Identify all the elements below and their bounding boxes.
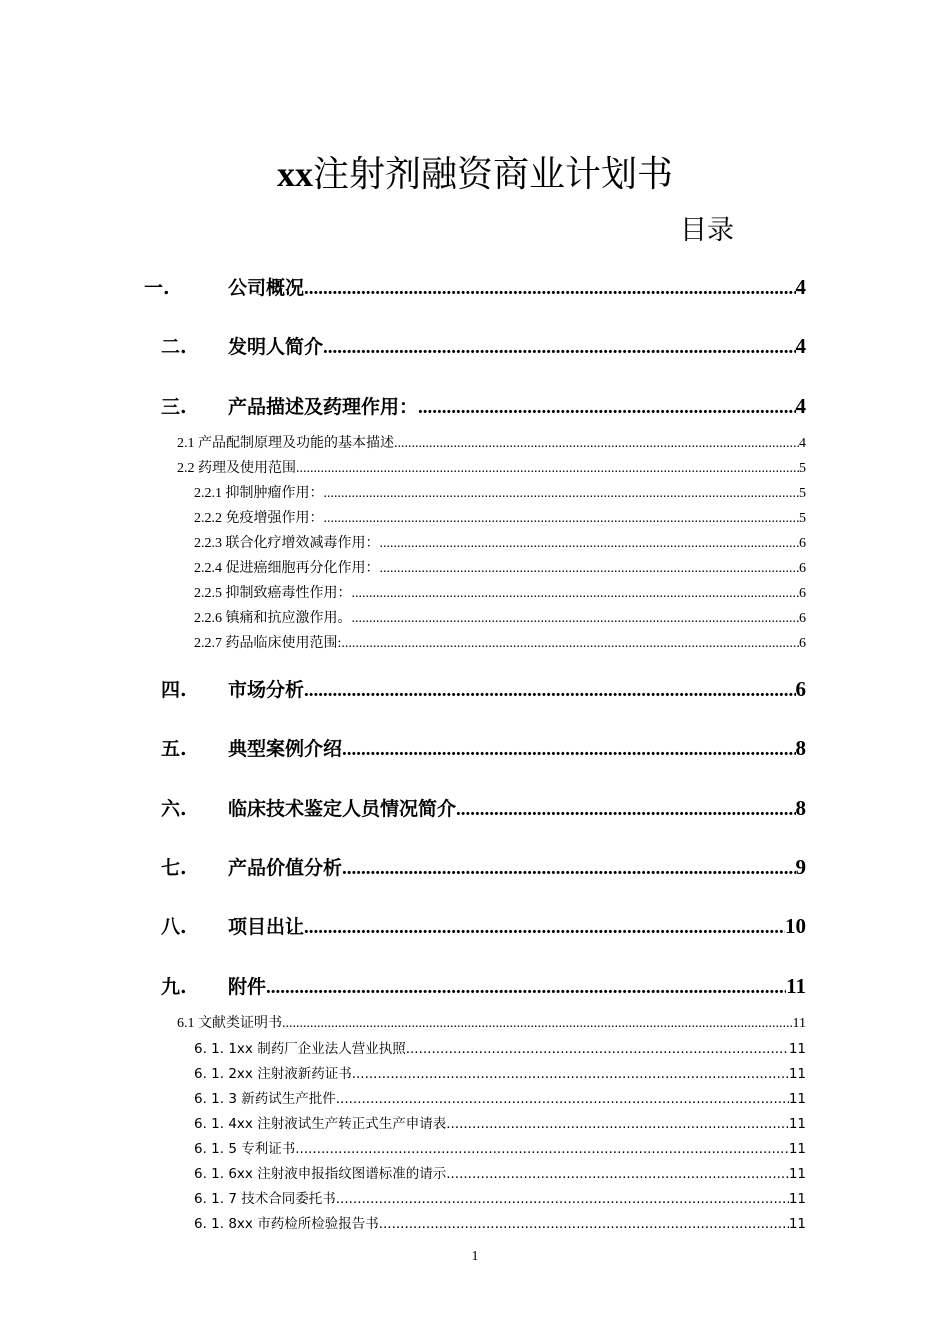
page-number: 1 — [471, 1249, 479, 1264]
toc-number: 九. — [161, 976, 187, 998]
toc-label: 2.1 产品配制原理及功能的基本描述 — [177, 436, 394, 451]
toc-page: 11 — [788, 1141, 806, 1157]
toc-subentry[interactable] — [177, 457, 806, 477]
toc-number: 八. — [161, 916, 187, 938]
toc-leader — [336, 1091, 789, 1107]
toc-entry[interactable] — [161, 734, 806, 761]
toc-subentry[interactable] — [194, 1137, 806, 1157]
toc-leader — [282, 1016, 793, 1032]
toc-page: 11 — [792, 1016, 806, 1031]
toc-leader — [342, 739, 795, 761]
toc-page: 5 — [799, 511, 806, 526]
toc-label: 6. 1. 2xx 注射液新药证书 — [194, 1066, 352, 1082]
toc-subentry[interactable] — [194, 532, 806, 552]
toc-label: 6. 1. 8xx 市药检所检验报告书 — [194, 1216, 379, 1232]
toc-number: 二. — [161, 336, 187, 358]
toc-subentry[interactable] — [194, 482, 806, 502]
toc-label: 2.2.1 抑制肿瘤作用： — [194, 486, 324, 501]
toc-page: 11 — [786, 974, 806, 998]
toc-label: 2.2.3 联合化疗增效减毒作用： — [194, 536, 380, 551]
toc-leader — [304, 917, 785, 939]
toc-page: 6 — [799, 561, 806, 576]
toc-entry[interactable] — [161, 972, 806, 999]
toc-label: 6.1 文献类证明书 — [177, 1016, 282, 1031]
toc-entry[interactable] — [161, 794, 806, 821]
toc-leader — [295, 1141, 789, 1157]
toc-leader — [418, 397, 795, 419]
title-prefix: xx — [276, 154, 313, 194]
toc-page: 6 — [799, 586, 806, 601]
toc-page: 8 — [795, 796, 806, 820]
toc-subentry[interactable] — [194, 1112, 806, 1132]
toc-page: 8 — [795, 736, 806, 760]
toc-subentry[interactable] — [194, 557, 806, 577]
toc-label: 临床技术鉴定人员情况简介 — [228, 798, 457, 820]
toc-label: 2.2.2 免疫增强作用： — [194, 511, 324, 526]
toc-leader — [406, 1041, 789, 1057]
toc-leader — [446, 1166, 789, 1182]
toc-entry[interactable] — [161, 332, 806, 359]
toc-label: 市场分析 — [228, 679, 305, 701]
toc-label: 2.2 药理及使用范围 — [177, 461, 296, 476]
toc-page: 6 — [795, 677, 806, 701]
toc-leader — [446, 1116, 789, 1132]
toc-leader — [304, 278, 795, 300]
toc-label: 产品价值分析 — [228, 857, 343, 879]
toc-page: 11 — [788, 1191, 806, 1207]
toc-page: 6 — [799, 636, 806, 651]
toc-leader — [352, 611, 800, 627]
toc-number: 一. — [144, 277, 170, 299]
toc-subentry[interactable] — [194, 1087, 806, 1107]
toc-subentry[interactable] — [194, 632, 806, 652]
toc-page: 11 — [788, 1041, 806, 1057]
toc-label: 附件 — [228, 976, 267, 998]
toc-page: 11 — [788, 1091, 806, 1107]
toc-leader — [266, 977, 786, 999]
toc-page: 6 — [799, 611, 806, 626]
toc-number: 三. — [161, 396, 187, 418]
toc-entry[interactable] — [161, 392, 806, 419]
toc-page: 6 — [799, 536, 806, 551]
toc-number: 六. — [161, 798, 187, 820]
toc-leader — [456, 799, 795, 821]
toc-label: 产品描述及药理作用： — [228, 396, 419, 418]
toc-label: 典型案例介绍 — [228, 738, 343, 760]
toc-leader — [341, 636, 799, 652]
toc-label: 项目出让 — [228, 916, 305, 938]
toc-page: 5 — [799, 486, 806, 501]
toc-subentry[interactable] — [194, 1187, 806, 1207]
toc-entry[interactable] — [144, 273, 806, 300]
toc-leader — [352, 586, 800, 602]
title-text: 注射剂融资商业计划书 — [312, 154, 673, 195]
toc-heading: 目录 — [680, 215, 734, 246]
toc-leader — [379, 1216, 789, 1232]
toc-leader — [324, 511, 800, 527]
toc-subentry[interactable] — [194, 1062, 806, 1082]
toc-label: 发明人简介 — [228, 336, 324, 358]
toc-leader — [324, 486, 800, 502]
toc-number: 五. — [161, 738, 187, 760]
toc-entry[interactable] — [161, 675, 806, 702]
toc-subentry[interactable] — [194, 607, 806, 627]
toc-label: 6. 1. 1xx 制药厂企业法人营业执照 — [194, 1041, 406, 1057]
toc-label: 2.2.7 药品临床使用范围: — [194, 636, 342, 651]
toc-leader — [336, 1191, 789, 1207]
toc-subentry[interactable] — [177, 432, 806, 452]
toc-label: 2.2.4 促进癌细胞再分化作用： — [194, 561, 380, 576]
toc-leader — [323, 337, 795, 359]
toc-page: 11 — [788, 1066, 806, 1082]
toc-subentry[interactable] — [194, 1037, 806, 1057]
toc-page: 11 — [788, 1216, 806, 1232]
toc-page: 4 — [795, 275, 806, 299]
toc-leader — [394, 436, 799, 452]
toc-subentry[interactable] — [194, 1212, 806, 1232]
toc-page: 9 — [795, 855, 806, 879]
toc-label: 6. 1. 7 技术合同委托书 — [194, 1191, 336, 1207]
toc-page: 4 — [795, 334, 806, 358]
toc-label: 2.2.5 抑制致癌毒性作用： — [194, 586, 352, 601]
toc-leader — [352, 1066, 789, 1082]
toc-entry[interactable] — [161, 853, 806, 880]
document-title — [0, 146, 950, 197]
toc-page: 10 — [785, 914, 806, 938]
toc-label: 6. 1. 5 专利证书 — [194, 1141, 296, 1157]
toc-label: 2.2.6 镇痛和抗应激作用。 — [194, 611, 352, 626]
toc-subentry[interactable] — [194, 1162, 806, 1182]
toc-label: 公司概况 — [228, 277, 305, 299]
toc-label: 6. 1. 3 新药试生产批件 — [194, 1091, 336, 1107]
toc-label: 6. 1. 6xx 注射液申报指纹图谱标准的请示 — [194, 1166, 447, 1182]
toc-leader — [380, 536, 800, 552]
toc-page: 5 — [799, 461, 806, 476]
toc-leader — [342, 858, 795, 880]
toc-entry[interactable] — [161, 912, 806, 939]
toc-leader — [380, 561, 800, 577]
toc-number: 四. — [161, 679, 187, 701]
toc-number: 七. — [161, 857, 187, 879]
toc-subentry[interactable] — [177, 1012, 806, 1032]
toc-page: 11 — [788, 1166, 806, 1182]
toc-page: 4 — [799, 436, 806, 451]
toc-page: 11 — [788, 1116, 806, 1132]
toc-leader — [296, 461, 799, 477]
toc-label: 6. 1. 4xx 注射液试生产转正式生产申请表 — [194, 1116, 447, 1132]
toc-subentry[interactable] — [194, 507, 806, 527]
toc-page: 4 — [795, 394, 806, 418]
toc-leader — [304, 680, 795, 702]
toc-subentry[interactable] — [194, 582, 806, 602]
